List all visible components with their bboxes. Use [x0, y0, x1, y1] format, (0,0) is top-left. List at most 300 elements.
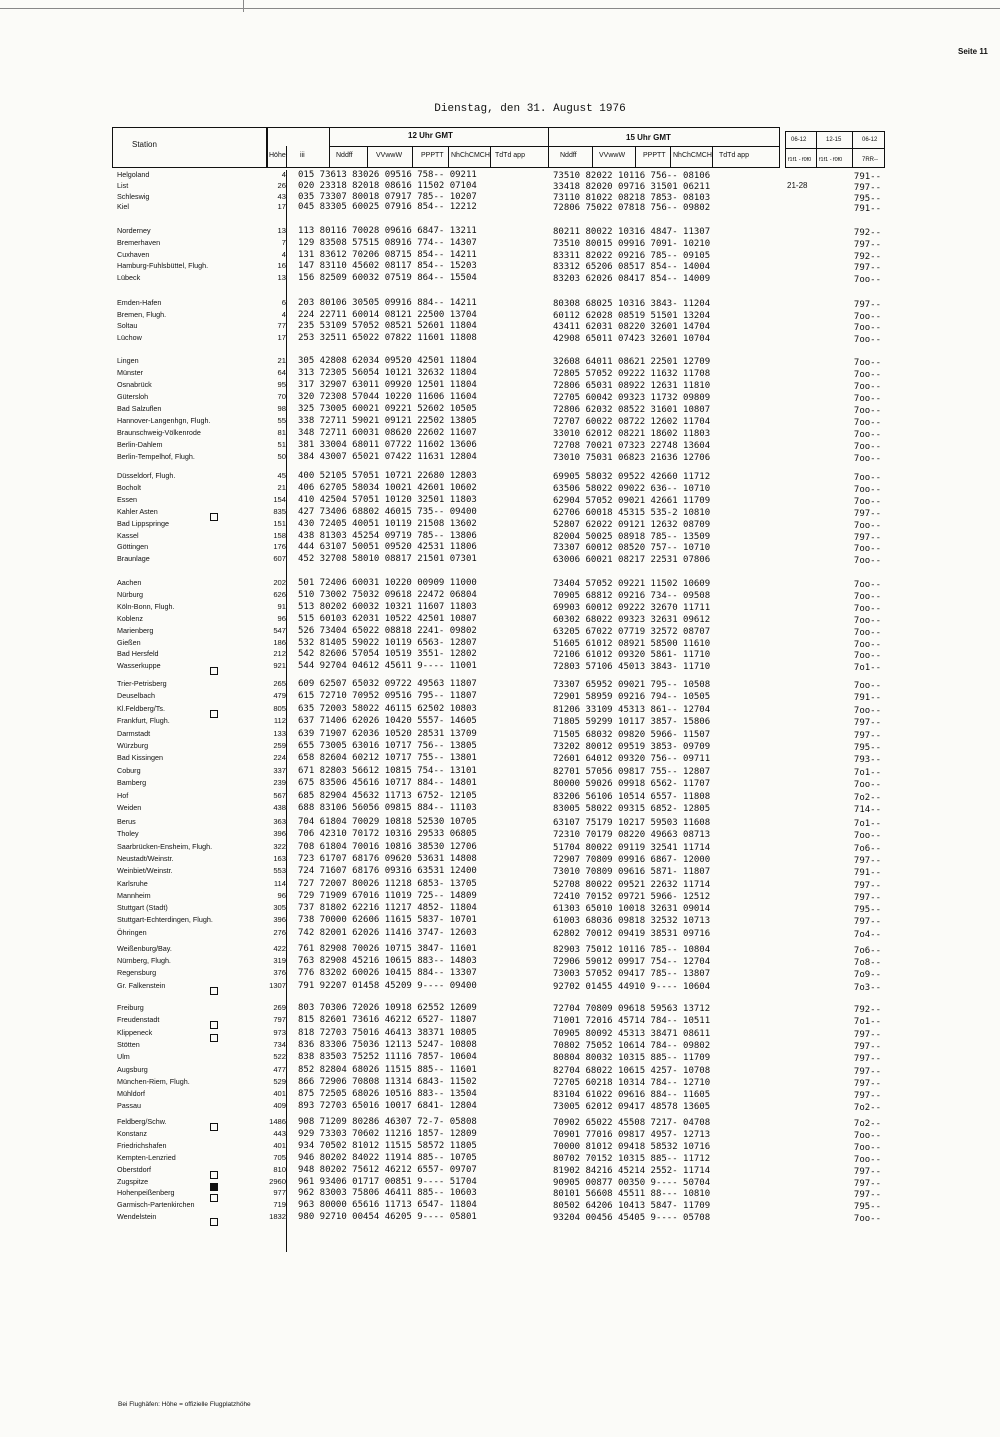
- station-name: München-Riem, Flugh.: [117, 1077, 190, 1086]
- col-15-clouds: NhChCMCH: [673, 152, 712, 159]
- header-divider: [592, 146, 593, 168]
- station-height: 319: [273, 956, 286, 965]
- table-row: [0, 507, 1000, 519]
- obs-12-utc: 738 70000 62606 11615 5837- 10701: [298, 915, 477, 925]
- table-row: [0, 928, 1000, 940]
- rr-value: 797--: [853, 263, 881, 273]
- rr-value: 797--: [853, 731, 881, 741]
- obs-15-utc: 71805 59299 10117 3857- 15806: [553, 717, 711, 727]
- obs-12-utc: 035 73307 80018 07917 785-- 10207: [298, 192, 477, 202]
- station-name: Mühldorf: [117, 1089, 145, 1098]
- obs-12-utc: 384 43007 65021 07422 11631 12804: [298, 452, 477, 462]
- rr-value: 791--: [853, 868, 881, 878]
- obs-12-utc: 688 83106 56056 09815 884-- 11103: [298, 803, 477, 813]
- obs-12-utc: 724 71607 68176 09316 63531 12400: [298, 866, 477, 876]
- rr-value: 791--: [853, 172, 881, 182]
- station-name: Emden-Hafen: [117, 298, 162, 307]
- table-row: [0, 842, 1000, 854]
- header-divider: [412, 146, 413, 168]
- table-row: [0, 915, 1000, 927]
- station-name: Berlin-Dahlem: [117, 440, 163, 449]
- obs-15-utc: 60302 68022 09323 32631 09612: [553, 615, 711, 625]
- obs-15-utc: 82903 75012 10116 785-- 10804: [553, 945, 711, 955]
- station-height: 96: [277, 891, 286, 900]
- obs-15-utc: 82004 50025 08918 785-- 13509: [553, 532, 711, 542]
- obs-12-utc: 430 72405 40051 10119 21508 13602: [298, 519, 477, 529]
- table-row: [0, 803, 1000, 815]
- rr-value: 7oo--: [853, 454, 881, 464]
- obs-12-utc: 866 72906 70808 11314 6843- 11502: [298, 1077, 477, 1087]
- obs-12-utc: 763 82908 45216 10615 883-- 14803: [298, 956, 477, 966]
- station-name: Bad Lippspringe: [117, 519, 169, 528]
- station-height: 163: [273, 854, 286, 863]
- obs-15-utc: 62802 70012 09419 38531 09716: [553, 929, 711, 939]
- table-row: [0, 716, 1000, 728]
- rr-value: 797--: [853, 1030, 881, 1040]
- obs-15-utc: 73010 75031 06823 21636 12706: [553, 453, 711, 463]
- obs-15-utc: 69903 60012 09222 32670 11711: [553, 603, 711, 613]
- col-15-vvwww: VVwwW: [599, 152, 626, 159]
- rr-value: 7o1--: [853, 768, 881, 778]
- header-divider: [852, 131, 853, 168]
- obs-15-utc: 51704 80022 09119 32541 11714: [553, 843, 711, 853]
- obs-12-utc: 980 92710 00454 46205 9---- 05801: [298, 1212, 477, 1222]
- rr-value: 7o8--: [853, 958, 881, 968]
- station-name: Kiel: [117, 202, 129, 211]
- obs-15-utc: 72705 60042 09323 11732 09809: [553, 393, 711, 403]
- rr-value: 7oo--: [853, 323, 881, 333]
- obs-12-utc: 742 82001 62026 11416 3747- 12603: [298, 928, 477, 938]
- station-height: 4: [281, 250, 286, 259]
- station-name: Weinbiet/Weinstr.: [117, 866, 173, 875]
- station-name: Bremen, Flugh.: [117, 310, 167, 319]
- station-name: Soltau: [117, 321, 138, 330]
- rr-value: 792--: [853, 1005, 881, 1015]
- rr-value: 797--: [853, 509, 881, 519]
- rr-value: 7oo--: [853, 544, 881, 554]
- obs-15-utc: 72806 65031 08922 12631 11810: [553, 381, 711, 391]
- station-name: Oberstdorf: [117, 1165, 151, 1174]
- open-square-icon: [207, 981, 218, 999]
- obs-15-utc: 80000 59026 09918 6562- 11707: [553, 779, 711, 789]
- rr-value: 797--: [853, 183, 881, 193]
- rr-value: 7oo--: [853, 1214, 881, 1224]
- station-height: 276: [273, 928, 286, 937]
- rr-value: 7oo--: [853, 780, 881, 790]
- rr-value: 7oo--: [853, 312, 881, 322]
- obs-15-utc: 80308 68025 10316 3843- 11204: [553, 299, 711, 309]
- station-height: 95: [277, 380, 286, 389]
- station-name: Berlin-Tempelhof, Flugh.: [117, 452, 195, 461]
- station-name: Tholey: [117, 829, 139, 838]
- rr-header-06-12: 06-12: [862, 137, 878, 143]
- obs-12-utc: 510 73002 75032 09618 22472 06804: [298, 590, 477, 600]
- station-height: 567: [273, 791, 286, 800]
- table-row: [0, 704, 1000, 716]
- rr-value: 797--: [853, 1179, 881, 1189]
- station-name: Freiburg: [117, 1003, 144, 1012]
- obs-12-utc: 438 81303 45254 09719 785-- 13806: [298, 531, 477, 541]
- rr-value: 7oo--: [853, 473, 881, 483]
- obs-12-utc: 129 83508 57515 08916 774-- 14307: [298, 238, 477, 248]
- station-height: 81: [277, 428, 286, 437]
- obs-12-utc: 685 82904 45632 11713 6752- 12105: [298, 791, 477, 801]
- rr-value: 795--: [853, 743, 881, 753]
- obs-15-utc: 33010 62012 08221 18602 11803: [553, 429, 711, 439]
- station-name: Norderney: [117, 226, 151, 235]
- rr-value: 7oo--: [853, 651, 881, 661]
- table-row: [0, 333, 1000, 345]
- obs-15-utc: 72806 75022 07818 756-- 09802: [553, 203, 711, 213]
- table-row: [0, 1015, 1000, 1027]
- obs-12-utc: 410 42504 57051 10120 32501 11803: [298, 495, 477, 505]
- station-height: 224: [273, 753, 286, 762]
- station-height: 43: [277, 192, 286, 201]
- table-row: [0, 679, 1000, 691]
- table-row: [0, 416, 1000, 428]
- station-name: Gießen: [117, 638, 141, 647]
- obs-15-utc: 73307 60012 08520 757-- 10710: [553, 543, 711, 553]
- obs-12-utc: 444 63107 50051 09520 42531 11806: [298, 542, 477, 552]
- station-height: 50: [277, 452, 286, 461]
- station-name: Münster: [117, 368, 143, 377]
- obs-12-utc: 929 73303 70602 11216 1857- 12809: [298, 1129, 477, 1139]
- header-divider: [448, 146, 449, 168]
- station-height: 705: [273, 1153, 286, 1162]
- station-name: Hamburg-Fuhlsbüttel, Flugh.: [117, 261, 209, 270]
- station-name: Darmstadt: [117, 729, 151, 738]
- station-name: Nürnberg, Flugh.: [117, 956, 171, 965]
- rr-value: 7oo--: [853, 370, 881, 380]
- rr-value: 7oo--: [853, 430, 881, 440]
- station-height: 13: [277, 273, 286, 282]
- rr-value: 797--: [853, 856, 881, 866]
- rr-value: 797--: [853, 1091, 881, 1101]
- station-height: 96: [277, 614, 286, 623]
- table-row: [0, 428, 1000, 440]
- table-row: [0, 891, 1000, 903]
- obs-15-utc: 72410 70152 09721 5966- 12512: [553, 892, 711, 902]
- station-height: 396: [273, 915, 286, 924]
- obs-12-utc: 675 83506 45616 10717 884-- 14801: [298, 778, 477, 788]
- table-row: [0, 1153, 1000, 1165]
- rr-value: 7o2--: [853, 1103, 881, 1113]
- obs-12-utc: 381 33004 68011 07722 11602 13606: [298, 440, 477, 450]
- obs-15-utc: 81206 33109 45313 861-- 12704: [553, 705, 711, 715]
- station-height: 797: [273, 1015, 286, 1024]
- station-name: Konstanz: [117, 1129, 147, 1138]
- station-name: List: [117, 181, 129, 190]
- obs-12-utc: 704 61804 70029 10818 52530 10705: [298, 817, 477, 827]
- obs-15-utc: 93204 00456 45405 9---- 05708: [553, 1213, 711, 1223]
- table-row: [0, 1200, 1000, 1212]
- table-row: [0, 495, 1000, 507]
- header-divider: [712, 146, 713, 168]
- obs-12-utc: 875 72505 68026 10516 883-- 13504: [298, 1089, 477, 1099]
- obs-12-utc: 961 93406 01717 00851 9---- 51704: [298, 1177, 477, 1187]
- rr-value: 7oo--: [853, 335, 881, 345]
- station-name: Lingen: [117, 356, 139, 365]
- station-height: 6: [281, 298, 286, 307]
- table-row: [0, 1040, 1000, 1052]
- obs-12-utc: 400 52105 57051 10721 22680 12803: [298, 471, 477, 481]
- obs-15-utc: 72805 57052 09222 11632 11708: [553, 369, 711, 379]
- obs-15-utc: 72705 60218 10314 784-- 12710: [553, 1078, 711, 1088]
- station-name: Frankfurt, Flugh.: [117, 716, 170, 725]
- station-name: Öhringen: [117, 928, 147, 937]
- obs-12-utc: 818 72703 75016 46413 38371 10805: [298, 1028, 477, 1038]
- header-divider: [329, 127, 330, 168]
- rr-value: 7o1--: [853, 663, 881, 673]
- iii-header-label: iii: [300, 152, 305, 159]
- station-name: Essen: [117, 495, 137, 504]
- table-row: [0, 356, 1000, 368]
- station-name: Gr. Falkenstein: [117, 981, 166, 990]
- table-row: [0, 791, 1000, 803]
- table-row: [0, 404, 1000, 416]
- rr-value: 7oo--: [853, 497, 881, 507]
- table-row: [0, 1065, 1000, 1077]
- rr-value: 797--: [853, 917, 881, 927]
- table-row: [0, 1101, 1000, 1113]
- rr-value: 792--: [853, 252, 881, 262]
- station-name: Wendelstein: [117, 1212, 157, 1221]
- obs-15-utc: 80804 80032 10315 885-- 11709: [553, 1053, 711, 1063]
- table-row: [0, 944, 1000, 956]
- rr-value: 7oo--: [853, 1143, 881, 1153]
- obs-15-utc: 63006 60021 08217 22531 07806: [553, 555, 711, 565]
- obs-15-utc: 73003 57052 09417 785-- 13807: [553, 969, 711, 979]
- table-row: [0, 392, 1000, 404]
- table-row: [0, 753, 1000, 765]
- col-15-dewpoint: TdTd app: [719, 152, 749, 159]
- rr-value: 7o2--: [853, 1119, 881, 1129]
- obs-15-utc: 72901 58959 09216 794-- 10505: [553, 692, 711, 702]
- station-name: Karlsruhe: [117, 879, 148, 888]
- obs-12-utc: 815 82601 73616 46212 6527- 11807: [298, 1015, 477, 1025]
- obs-15-utc: 60112 62028 08519 51501 13204: [553, 311, 711, 321]
- obs-15-utc: 43411 62031 08220 32601 14704: [553, 322, 711, 332]
- rr-value: 797--: [853, 1067, 881, 1077]
- obs-12-utc: 156 82509 60032 07519 864-- 15504: [298, 273, 477, 283]
- rr-value: 7o4--: [853, 930, 881, 940]
- obs-12-utc: 948 80202 75612 46212 6557- 09707: [298, 1165, 477, 1175]
- obs-15-utc: 52807 62022 09121 12632 08709: [553, 520, 711, 530]
- rr-value: 793--: [853, 755, 881, 765]
- block-15-label: 15 Uhr GMT: [626, 133, 671, 142]
- obs-12-utc: 908 71209 80286 46307 72-7- 05808: [298, 1117, 477, 1127]
- station-name: Göttingen: [117, 542, 149, 551]
- station-name: Bad Salzuflen: [117, 404, 162, 413]
- rr-value: 7o6--: [853, 844, 881, 854]
- station-name: Wasserkuppe: [117, 661, 161, 670]
- table-row: [0, 1117, 1000, 1129]
- obs-15-utc: 63506 58022 09022 636-- 10710: [553, 484, 711, 494]
- station-height: 4: [281, 310, 286, 319]
- obs-12-utc: 235 53109 57052 08521 52601 11804: [298, 321, 477, 331]
- obs-12-utc: 406 62705 58034 10021 42601 10602: [298, 483, 477, 493]
- rr-value: 797--: [853, 240, 881, 250]
- rr-value: 795--: [853, 905, 881, 915]
- station-height: 810: [273, 1165, 286, 1174]
- obs-15-utc: 80211 80022 10316 4847- 11307: [553, 227, 711, 237]
- rr-value: 7oo--: [853, 831, 881, 841]
- station-height: 259: [273, 741, 286, 750]
- obs-12-utc: 671 82803 56612 10815 754-- 13101: [298, 766, 477, 776]
- obs-15-utc: 83203 62026 08417 854-- 14009: [553, 274, 711, 284]
- obs-15-utc: 73404 57052 09221 11502 10609: [553, 579, 711, 589]
- obs-15-utc: 72708 70021 07323 22748 13604: [553, 441, 711, 451]
- obs-15-utc: 82704 68022 10615 4257- 10708: [553, 1066, 711, 1076]
- obs-12-utc: 637 71406 62026 10420 5557- 14605: [298, 716, 477, 726]
- station-name: Klippeneck: [117, 1028, 153, 1037]
- header-divider: [286, 146, 287, 168]
- station-height: 176: [273, 542, 286, 551]
- obs-12-utc: 015 73613 83026 09516 758-- 09211: [298, 170, 477, 180]
- rr-value: 7o1--: [853, 819, 881, 829]
- obs-12-utc: 526 73404 65022 08818 2241- 09802: [298, 626, 477, 636]
- station-name: Aachen: [117, 578, 142, 587]
- station-height: 151: [273, 519, 286, 528]
- header-divider: [490, 146, 491, 168]
- trend-value: 21-28: [787, 181, 808, 190]
- station-height: 45: [277, 471, 286, 480]
- table-row: [0, 1188, 1000, 1200]
- station-name: Freudenstadt: [117, 1015, 160, 1024]
- table-row: [0, 590, 1000, 602]
- obs-15-utc: 83311 82022 09216 785-- 09105: [553, 251, 711, 261]
- obs-12-utc: 934 70502 81012 11515 58572 11805: [298, 1141, 477, 1151]
- station-height: 835: [273, 507, 286, 516]
- station-name: Stötten: [117, 1040, 140, 1049]
- obs-15-utc: 73005 62012 09417 48578 13605: [553, 1102, 711, 1112]
- station-name: Bad Hersfeld: [117, 649, 159, 658]
- station-height: 363: [273, 817, 286, 826]
- trend-header-12-15: 12-15: [826, 137, 842, 143]
- station-height: 51: [277, 440, 286, 449]
- obs-12-utc: 727 72007 80026 11218 6853- 13705: [298, 879, 477, 889]
- obs-15-utc: 83005 58022 09315 6852- 12805: [553, 804, 711, 814]
- obs-15-utc: 72310 70179 08220 49663 08713: [553, 830, 711, 840]
- table-row: [0, 968, 1000, 980]
- obs-15-utc: 72704 70809 09618 59563 13712: [553, 1004, 711, 1014]
- station-name: Ulm: [117, 1052, 130, 1061]
- station-height: 55: [277, 416, 286, 425]
- obs-12-utc: 761 82908 70026 10715 3847- 11601: [298, 944, 477, 954]
- obs-15-utc: 72803 57106 45013 3843- 11710: [553, 662, 711, 672]
- obs-12-utc: 893 72703 65016 10017 6841- 12804: [298, 1101, 477, 1111]
- header-divider: [548, 127, 549, 168]
- station-name: Bamberg: [117, 778, 147, 787]
- station-name: Braunlage: [117, 554, 150, 563]
- obs-15-utc: 72906 59012 09917 754-- 12704: [553, 957, 711, 967]
- station-height: 805: [273, 704, 286, 713]
- station-name: Lüchow: [117, 333, 142, 342]
- obs-15-utc: 51605 61012 08921 58500 11610: [553, 639, 711, 649]
- station-height: 154: [273, 495, 286, 504]
- table-row: [0, 866, 1000, 878]
- obs-12-utc: 946 80202 84022 11914 885-- 10705: [298, 1153, 477, 1163]
- station-name: Braunschweig-Völkenrode: [117, 428, 201, 437]
- station-name: Stuttgart (Stadt): [117, 903, 168, 912]
- station-height: 212: [273, 649, 286, 658]
- obs-15-utc: 80702 70152 10315 885-- 11712: [553, 1154, 711, 1164]
- trend-header-06-12: 06-12: [791, 137, 807, 143]
- table-row: [0, 1141, 1000, 1153]
- table-row: [0, 1028, 1000, 1040]
- obs-12-utc: 615 72710 70952 09516 795-- 11807: [298, 691, 477, 701]
- station-name: Kempten-Lenzried: [117, 1153, 176, 1162]
- station-name: Düsseldorf, Flugh.: [117, 471, 176, 480]
- col-15-ppptt: PPPTT: [643, 152, 666, 159]
- station-height: 158: [273, 531, 286, 540]
- obs-15-utc: 83312 65206 08517 854-- 14004: [553, 262, 711, 272]
- obs-15-utc: 61303 65010 10018 32631 09014: [553, 904, 711, 914]
- obs-12-utc: 639 71907 62036 10520 28531 13709: [298, 729, 477, 739]
- station-name: Koblenz: [117, 614, 143, 623]
- station-height: 98: [277, 404, 286, 413]
- station-name: Würzburg: [117, 741, 149, 750]
- rr-value: 792--: [853, 228, 881, 238]
- header-divider: [635, 146, 636, 168]
- table-row: [0, 903, 1000, 915]
- table-row: [0, 1129, 1000, 1141]
- station-name: Regensburg: [117, 968, 157, 977]
- station-name: Friedrichshafen: [117, 1141, 167, 1150]
- rr-value: 7o2--: [853, 793, 881, 803]
- obs-12-utc: 452 32708 58010 08817 21501 07301: [298, 554, 477, 564]
- obs-12-utc: 723 61707 68176 09620 53631 14808: [298, 854, 477, 864]
- station-name: Nürburg: [117, 590, 143, 599]
- obs-15-utc: 73510 82022 10116 756-- 08106: [553, 171, 711, 181]
- rr-value: 7oo--: [853, 418, 881, 428]
- obs-12-utc: 203 80106 30505 09916 884-- 14211: [298, 298, 477, 308]
- station-name: Bocholt: [117, 483, 141, 492]
- station-height: 401: [273, 1141, 286, 1150]
- station-height: 7: [281, 238, 286, 247]
- obs-15-utc: 73010 70809 09616 5871- 11807: [553, 867, 711, 877]
- obs-12-utc: 544 92704 04612 45611 9---- 11001: [298, 661, 477, 671]
- rr-value: 797--: [853, 1167, 881, 1177]
- rr-value: 791--: [853, 204, 881, 214]
- station-name: Lübeck: [117, 273, 141, 282]
- obs-15-utc: 73202 80012 09519 3853- 09709: [553, 742, 711, 752]
- table-row: [0, 519, 1000, 531]
- rr-value: 7o3--: [853, 983, 881, 993]
- station-name: Hohenpeißenberg: [117, 1188, 175, 1197]
- obs-15-utc: 73110 81022 08218 7853- 08103: [553, 193, 711, 203]
- obs-12-utc: 836 83306 75036 12113 5247- 10808: [298, 1040, 477, 1050]
- table-row: [0, 614, 1000, 626]
- table-row: [0, 483, 1000, 495]
- station-name: Weißenburg/Bay.: [117, 944, 172, 953]
- table-row: [0, 321, 1000, 333]
- obs-15-utc: 61003 68036 09818 32532 10713: [553, 916, 711, 926]
- station-name: Passau: [117, 1101, 141, 1110]
- rr-value: 7oo--: [853, 681, 881, 691]
- obs-header-block: [267, 127, 780, 168]
- station-height: 522: [273, 1052, 286, 1061]
- table-row: [0, 956, 1000, 968]
- rr-value: 797--: [853, 1054, 881, 1064]
- station-name: Neustadt/Weinstr.: [117, 854, 174, 863]
- table-row: [0, 440, 1000, 452]
- rr-value: 797--: [853, 1042, 881, 1052]
- table-row: [0, 238, 1000, 250]
- station-height: 322: [273, 842, 286, 851]
- table-row: [0, 202, 1000, 213]
- obs-12-utc: 253 32511 65022 07822 11601 11808: [298, 333, 477, 343]
